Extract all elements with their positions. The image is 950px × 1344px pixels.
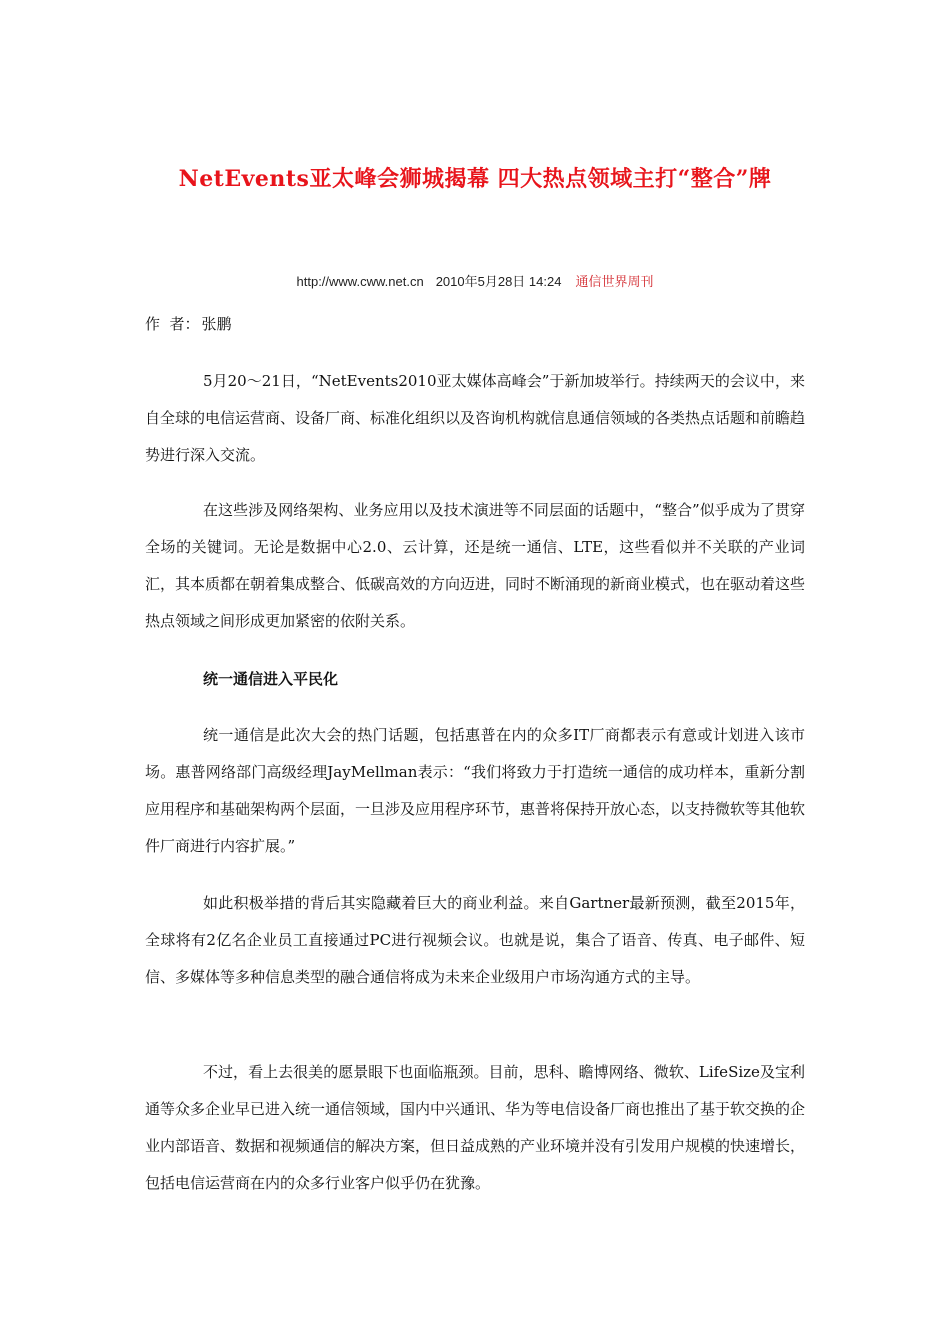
paragraph-3: 统一通信是此次大会的热门话题，包括惠普在内的众多IT厂商都表示有意或计划进入该市场。惠普网络部门高级经理JayMellman表示：“我们将致力于打造统一通信的成功样本，重新分割应用程序和基础架构两个层面，一旦涉及应用程序环节，惠普将保持开放心态，以支持微软等其他软件厂商进行内容扩展。” — [145, 726, 806, 855]
source-url[interactable]: http://www.cww.net.cn — [296, 274, 424, 289]
article-title: NetEvents亚太峰会狮城揭幕 四大热点领域主打“整合”牌 — [178, 166, 772, 192]
paragraph-1: 5月20～21日，“NetEvents2010亚太媒体高峰会”于新加坡举行。持续两天的会议中，来自全球的电信运营商、设备厂商、标准化组织以及咨询机构就信息通信领域的各类热点话题和前瞻趋势进行深入交流。 — [145, 372, 806, 464]
section-heading: 统一通信进入平民化 — [203, 670, 339, 688]
author-name: 张鹏 — [201, 315, 232, 333]
paragraph-5: 不过，看上去很美的愿景眼下也面临瓶颈。目前，思科、瞻博网络、微软、LifeSize及宝利通等众多企业早已进入统一通信领域，国内中兴通讯、华为等电信设备厂商也推出了基于软交换的企业内部语音、数据和视频通信的解决方案，但日益成熟的产业环境并没有引发用户规模的快速增长，包括电信运营商在内的众多行业客户似乎仍在犹豫。 — [145, 1063, 806, 1192]
source-publication[interactable]: 通信世界周刊 — [575, 274, 654, 289]
paragraph-4: 如此积极举措的背后其实隐藏着巨大的商业利益。来自Gartner最新预测，截至2015年，全球将有2亿名企业员工直接通过PC进行视频会议。也就是说，集合了语音、传真、电子邮件、短信、多媒体等多种信息类型的融合通信将成为未来企业级用户市场沟通方式的主导。 — [145, 894, 805, 986]
author-line — [145, 313, 232, 334]
paragraph-2: 在这些涉及网络架构、业务应用以及技术演进等不同层面的话题中，“整合”似乎成为了贯穿全场的关键词。无论是数据中心2.0、云计算，还是统一通信、LTE，这些看似并不关联的产业词汇，其本质都在朝着集成整合、低碳高效的方向迈进，同时不断涌现的新商业模式，也在驱动着这些热点领域之间形成更加紧密的依附关系。 — [145, 501, 806, 630]
author-label: 作 者： — [145, 315, 200, 333]
article-meta — [0, 271, 950, 290]
publish-date: 2010年5月28日 14:24 — [435, 274, 562, 289]
